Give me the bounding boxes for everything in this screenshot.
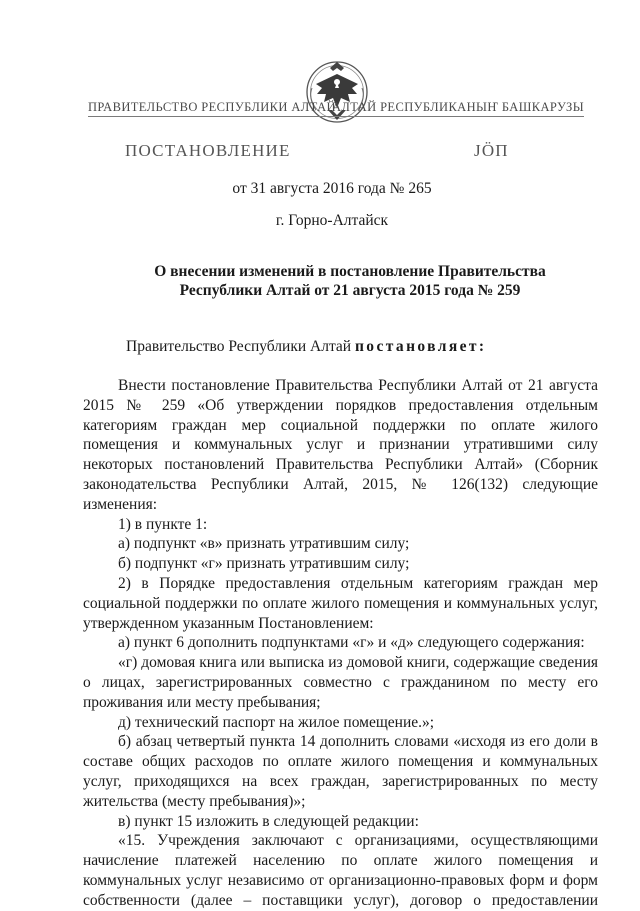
header-name-russian: ПРАВИТЕЛЬСТВО РЕСПУБЛИКИ АЛТАЙ <box>88 100 336 117</box>
paragraph: а) пункт 6 дополнить подпунктами «г» и «д» следующего содержания: <box>118 634 585 652</box>
header-name-altai: АЛТАЙ РЕСПУБЛИКАНЫҤ БАШКАРУЗЫ <box>332 100 584 117</box>
paragraph: д) технический паспорт на жилое помещение.»; <box>118 713 435 731</box>
paragraph: 2) в Порядке предоставления отдельным категориям граждан мер социальной поддержки по оплате жилого помещения и коммунальных услуг, утвержденном указанным Постановлением: <box>83 574 598 632</box>
document-date-number: от 31 августа 2016 года № 265 <box>232 180 432 197</box>
title-line-2: Республики Алтай от 21 августа 2015 года № 259 <box>179 282 521 299</box>
paragraph: а) подпункт «в» признать утратившим силу; <box>118 535 410 553</box>
doc-type-russian: ПОСТАНОВЛЕНИЕ <box>125 141 291 160</box>
document-city: г. Горно-Алтайск <box>275 212 389 229</box>
preamble-emphasis: постановляет: <box>354 338 487 355</box>
paragraph: б) абзац четвертый пункта 14 дополнить словами «исходя из его доли в составе общих расходов по оплате жилого помещения и коммунальных услуг, приходящихся на всех граждан, зарегистрированных по месту жительства (месту пребывания)»; <box>83 733 598 810</box>
paragraph: б) подпункт «г» признать утратившим силу; <box>118 555 410 573</box>
document-body <box>83 376 598 911</box>
doc-type-altai: JÖП <box>474 141 509 160</box>
coat-of-arms-emblem <box>304 58 370 130</box>
paragraph: «г) домовая книга или выписка из домовой книги, содержащие сведения о лицах, зарегистрированных совместно с гражданином по месту его проживания или месту пребывания; <box>83 654 598 711</box>
preamble-text: Правительство Республики Алтай <box>126 338 352 355</box>
title-line-1: О внесении изменений в постановление Правительства <box>154 263 546 280</box>
paragraph: «15. Учреждения заключают с организациями, осуществляющими начисление платежей населению по оплате жилого помещения и коммунальных услуг независимо от организационно-правовых форм и форм собственности (далее – поставщики услуг), договор о предоставлении <box>83 832 598 909</box>
document-title <box>100 262 600 300</box>
preamble <box>126 338 486 356</box>
paragraph: Внести постановление Правительства Республики Алтай от 21 августа 2015 № 259 «Об утверждении порядков предоставления отдельным категориям граждан мер социальной поддержки по оплате жилого помещения и коммунальных услуг и признании утратившими силу некоторых постановлений Правительства Республики Алтай» (Сборник законодательства Республики Алтай, 2015, № 126(132) следующие изменения: <box>83 377 598 513</box>
government-header <box>88 100 584 116</box>
paragraph: 1) в пункте 1: <box>118 515 208 533</box>
paragraph: в) пункт 15 изложить в следующей редакции: <box>118 812 419 830</box>
